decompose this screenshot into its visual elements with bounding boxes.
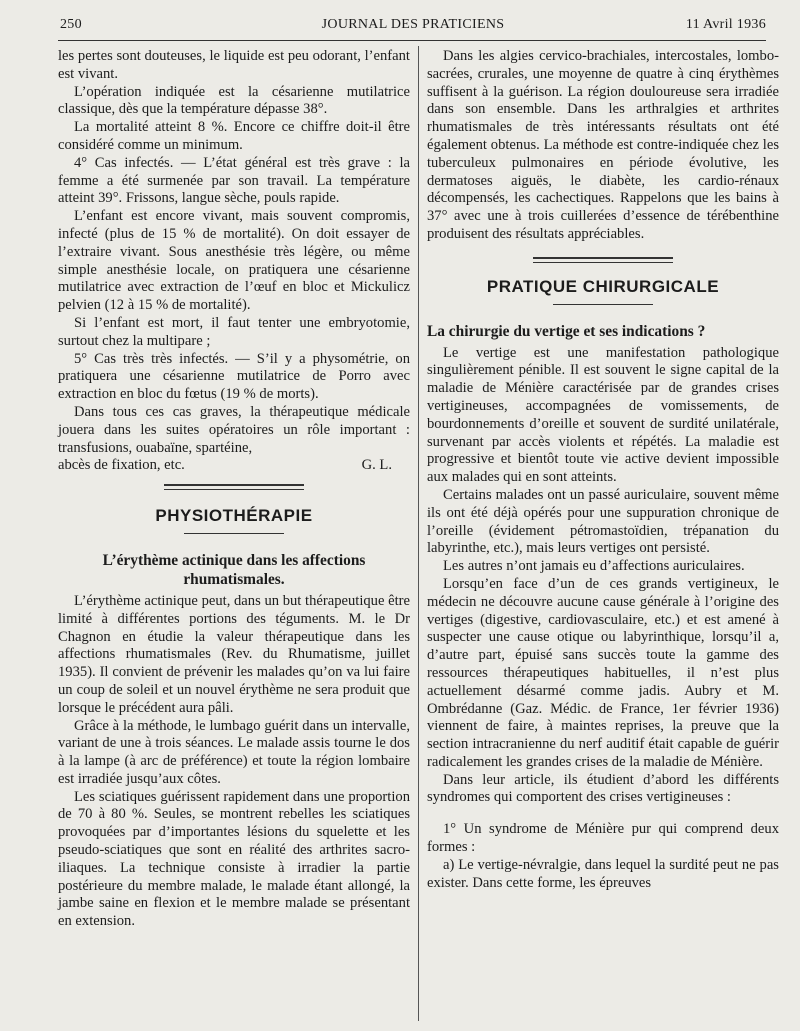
signature-line [58, 457, 410, 475]
paragraph: a) Le vertige-névralgie, dans lequel la surdité peut ne pas exister. Dans cette forme, les épreuves [427, 856, 779, 891]
issue-date: 11 Avril 1936 [685, 17, 766, 32]
paragraph: les pertes sont douteuses, le liquide est peu odorant, l’enfant est vivant. [58, 48, 410, 82]
paragraph: 4° Cas infectés. — L’état général est très grave : la femme a été surmenée par son travail. La température atteint 39°. Frissons, langue sèche, pouls rapide. [58, 154, 410, 207]
section-ornament [58, 475, 410, 501]
paragraph: Les sciatiques guérissent rapidement dans une proportion de 70 à 80 %. Seules, se montrent rebelles les sciatiques provoquées par d’importantes lésions du squelette et les pseudo-sciatiques que sont en réalité des arthrites sacro-iliaques. La technique consiste à irradier la partie postérieure du membre malade, le malade étant allongé, la jambe saine en flexion et le membre malade se présentant en extension. [58, 788, 410, 930]
journal-title: JOURNAL DES PRATICIENS [321, 17, 505, 32]
paragraph: Dans leur article, ils étudient d’abord les différents syndromes qui comportent des crises vertigineuses : [427, 771, 779, 806]
paragraph: Les autres n’ont jamais eu d’affections auriculaires. [443, 558, 745, 575]
paragraph: Dans les algies cervico-brachiales, intercostales, lombo-sacrées, crurales, une moyenne de quatre à cinq érythèmes suffisent à la guérison. La région douloureuse sera irradiée dans son ensemble. Dans les arthralgies et arthrites rhumatismales de très intéressants résultats ont été également obtenus. La méthode est contre-indiquée chez les tuberculeux pulmonaires en période évolutive, les dermatoses aiguës, le diabète, les cardio-rénaux décompensés, les cachectiques. Rappelons que les bains à 37° avec une à trois cuillerées d’essence de térébenthine produisent des résultats appréciables. [427, 48, 779, 242]
running-header [60, 17, 766, 39]
paragraph: 1° Un syndrome de Ménière pur qui comprend deux formes : [427, 821, 779, 856]
author-signature: G. L. [361, 457, 392, 474]
column-divider [418, 46, 419, 1021]
paragraph: Lorsqu’en face d’un de ces grands vertigineux, le médecin ne découvre aucune cause générale à l’origine des vertiges (digestive, cardiovasculaire, etc.) et est amené à suspecter une cause otique ou labyrinthique, lorsqu’il a, d’autre part, épuisé sans succès toute la gamme des ressources thérapeutiques habituelles, il n’est plus actuellement désarmé comme jadis. Aubry et M. Ombrédanne (Gaz. Médic. de France, 1er février 1936) viennent de faire, à maintes reprises, la preuve que la section intracranienne du nerf auditif était capable de guérir radicalement les grandes crises de la maladie de Ménière. [427, 575, 779, 770]
paragraph: Dans tous ces cas graves, la thérapeutique médicale jouera dans les suites opératoires un rôle important : transfusions, ouabaïne, spartéine, [58, 403, 410, 456]
paragraph: La mortalité atteint 8 %. Encore ce chiffre doit-il être considéré comme un minimum. [58, 119, 410, 153]
header-rule [58, 40, 766, 41]
left-column [58, 48, 410, 931]
page-number: 250 [60, 17, 82, 32]
paragraph: Grâce à la méthode, le lumbago guérit dans un intervalle, variant de une à trois séances. Le malade assis tourne le dos à la lampe (à arc de préférence) et toute la région lombaire est irradiée jusqu’aux côtes. [58, 717, 410, 787]
section-underline [58, 529, 410, 541]
paragraph: L’opération indiquée est la césarienne mutilatrice classique, dès que la température dépasse 38°. [58, 83, 410, 118]
section-title: PRATIQUE CHIRURGICALE [486, 276, 720, 296]
article-title: L’érythème actinique dans les affections rhumatismales. [102, 551, 366, 588]
section-title: PHYSIOTHÉRAPIE [155, 506, 313, 526]
paragraph: Certains malades ont un passé auriculaire, souvent même ils ont été déjà opérés pour une suppuration chronique de l’oreille (évidement pétromastoïdien, trépanation du labyrinthe, etc.), mais leurs vertiges ont persisté. [427, 486, 779, 557]
section-ornament [427, 244, 779, 272]
paragraph-end: abcès de fixation, etc. [58, 457, 185, 474]
paragraph: Si l’enfant est mort, il faut tenter une embryotomie, surtout chez la multipare ; [58, 314, 410, 349]
section-underline [427, 300, 779, 312]
paragraph: Le vertige est une manifestation pathologique singulièrement pénible. Il est souvent le signe capital de la maladie de Ménière caractérisée par de grandes crises vertigineuses, accompagnées de vomissements, de bourdonnements d’oreille et souvent de surdité unilatérale, survenant par accès violents et répétés. La maladie est progressive et bientôt toute vie active devient impossible aux malades qui en sont atteints. [427, 344, 779, 486]
paragraph: L’érythème actinique peut, dans un but thérapeutique être limité à différentes portions des téguments. M. le Dr Chagnon en étudie la valeur thérapeutique dans les affections rhumatismales (Rev. du Rhumatisme, juillet 1935). Il convient de prévenir les malades qu’on va lui faire un coup de soleil et un nouvel érythème ne sera produit que lorsque le précédent aura pâli. [58, 592, 410, 716]
right-column [427, 48, 779, 892]
paragraph: L’enfant est encore vivant, mais souvent compromis, infecté (plus de 15 % de mortalité). On doit essayer de l’extraire vivant. Sous anesthésie très légère, ou même simple anesthésie locale, on pratiquera une césarienne mutilatrice avec extraction de l’œuf en bloc et Mickulicz pelvien (12 à 15 % de mortalité). [58, 208, 410, 314]
article-title: La chirurgie du vertige et ses indications ? [427, 322, 706, 340]
paragraph: 5° Cas très très infectés. — S’il y a physométrie, on pratiquera une césarienne mutilatrice de Porro avec extraction en bloc du fœtus (19 % de morts). [58, 350, 410, 403]
